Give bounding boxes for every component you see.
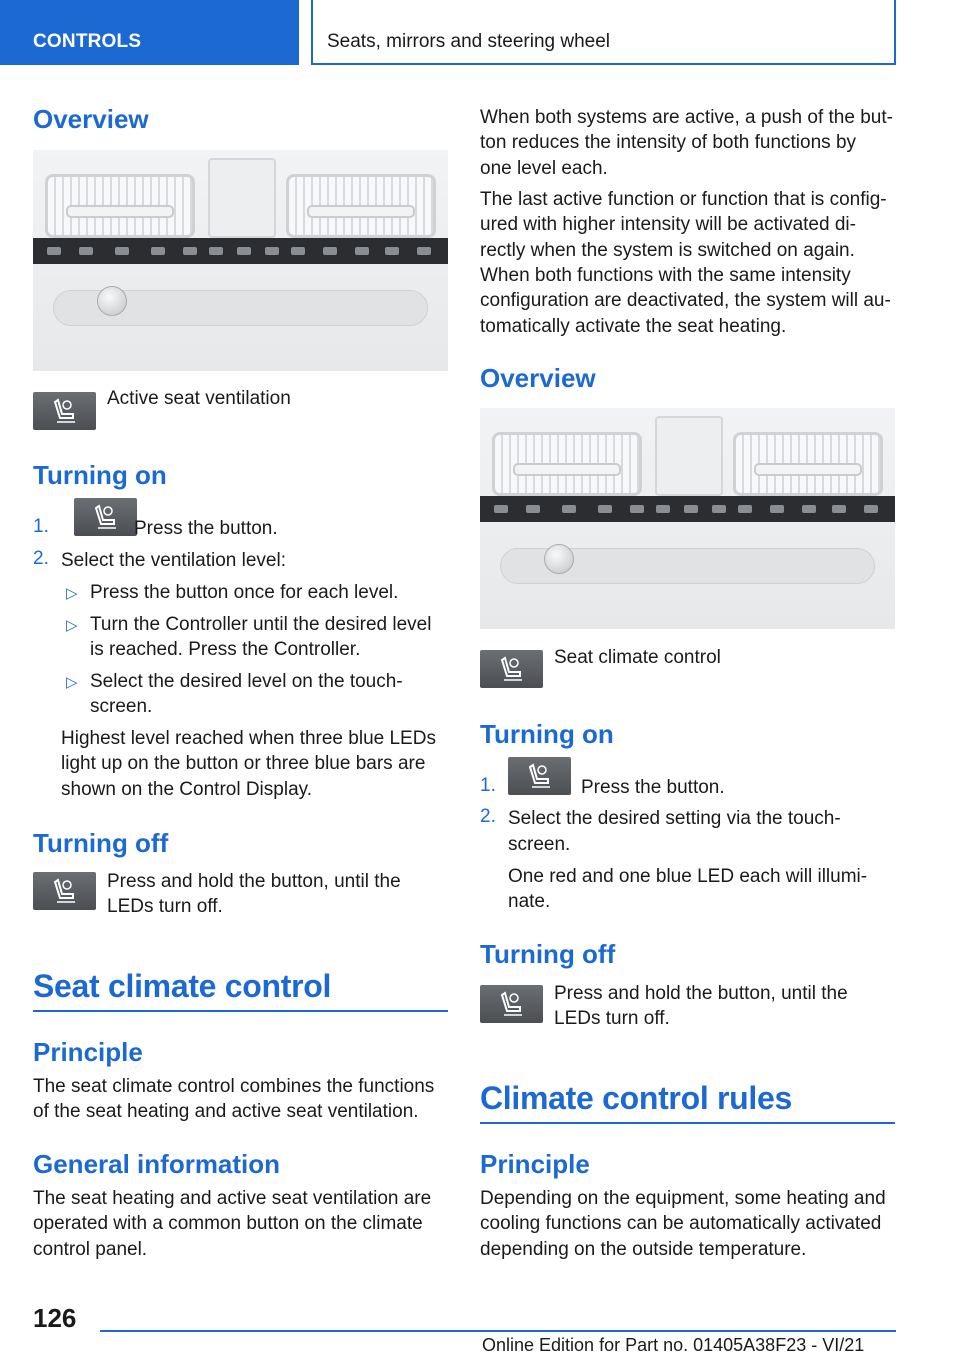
section-title: Seat climate control bbox=[33, 968, 332, 1004]
icon-caption: Seat climate control bbox=[554, 647, 721, 668]
para2-line: The last active function or function that is config- bbox=[480, 189, 887, 210]
dashboard-photo bbox=[33, 150, 448, 371]
para2-line: tomatically activate the seat heating. bbox=[480, 316, 787, 337]
header-section-tab bbox=[0, 0, 299, 65]
step-text: Press the button. bbox=[581, 777, 725, 798]
para1-line: When both systems are active, a push of the but- bbox=[480, 107, 893, 128]
bullet-triangle-icon: ▷ bbox=[66, 585, 78, 602]
step-number: 1. bbox=[480, 775, 496, 796]
turning-off-text: LEDs turn off. bbox=[554, 1008, 670, 1029]
para2-line: When both functions with the same intensity bbox=[480, 265, 851, 286]
header-chapter-label: Seats, mirrors and steering wheel bbox=[327, 31, 611, 52]
principle-heading: Principle bbox=[33, 1037, 143, 1067]
overview-heading: Overview bbox=[480, 363, 596, 393]
step-note: nate. bbox=[508, 891, 551, 912]
principle-line: of the seat heating and active seat ventilation. bbox=[33, 1101, 419, 1122]
climate-button-strip bbox=[480, 496, 895, 522]
turning-on-heading: Turning on bbox=[33, 460, 167, 490]
seat-ventilation-icon bbox=[33, 872, 96, 910]
turning-off-text: Press and hold the button, until the bbox=[554, 983, 848, 1004]
para1-line: ton reduces the intensity of both functions by bbox=[480, 132, 857, 153]
bullet-text: screen. bbox=[90, 696, 153, 717]
para1-line: one level each. bbox=[480, 158, 608, 179]
step-note: One red and one blue LED each will illumi- bbox=[508, 866, 868, 887]
footer-edition: Online Edition for Part no. 01405A38F23 - VI/21 bbox=[482, 1335, 865, 1355]
step-number: 2. bbox=[33, 548, 49, 569]
turning-on-heading: Turning on bbox=[480, 719, 614, 749]
header-chapter-box bbox=[311, 0, 896, 65]
principle-heading: Principle bbox=[480, 1149, 590, 1179]
general-line: The seat heating and active seat ventilation are bbox=[33, 1188, 432, 1209]
para2-line: rectly when the system is switched on again. bbox=[480, 240, 855, 261]
footer-rule bbox=[100, 1330, 896, 1332]
air-vent-left bbox=[45, 174, 195, 238]
step-text: Select the ventilation level: bbox=[61, 550, 286, 571]
turning-off-heading: Turning off bbox=[33, 828, 169, 858]
step-text: screen. bbox=[508, 834, 571, 855]
bullet-triangle-icon: ▷ bbox=[66, 617, 78, 634]
overview-heading: Overview bbox=[33, 104, 149, 134]
volume-knob bbox=[544, 544, 574, 574]
air-vent-right bbox=[733, 432, 883, 496]
climate-button-strip bbox=[33, 238, 448, 264]
turning-off-heading: Turning off bbox=[480, 939, 616, 969]
general-line: operated with a common button on the climate bbox=[33, 1213, 423, 1234]
para2-line: configuration are deactivated, the system will au- bbox=[480, 290, 891, 311]
page-number: 126 bbox=[33, 1303, 77, 1333]
bullet-text: Turn the Controller until the desired level bbox=[90, 614, 432, 635]
seat-climate-icon bbox=[480, 985, 543, 1023]
step-text: Press the button. bbox=[134, 518, 278, 539]
general-information-heading: General information bbox=[33, 1149, 281, 1179]
header-section-label: CONTROLS bbox=[33, 31, 142, 52]
icon-caption: Active seat ventilation bbox=[107, 388, 291, 409]
note-line: light up on the button or three blue bars are bbox=[61, 753, 426, 774]
turning-off-text: LEDs turn off. bbox=[107, 896, 223, 917]
note-line: shown on the Control Display. bbox=[61, 779, 312, 800]
bullet-text: Select the desired level on the touch- bbox=[90, 671, 403, 692]
step-number: 2. bbox=[480, 806, 496, 827]
section-rule bbox=[33, 1010, 448, 1012]
note-line: Highest level reached when three blue LEDs bbox=[61, 728, 436, 749]
seat-climate-icon bbox=[480, 650, 543, 688]
bullet-text: Press the button once for each level. bbox=[90, 582, 399, 603]
dashboard-photo bbox=[480, 408, 895, 629]
section-title: Climate control rules bbox=[480, 1080, 792, 1116]
air-vent-left bbox=[492, 432, 642, 496]
principle-line: Depending on the equipment, some heating and bbox=[480, 1188, 886, 1209]
air-vent-right bbox=[286, 174, 436, 238]
turning-off-text: Press and hold the button, until the bbox=[107, 871, 401, 892]
center-panel bbox=[655, 416, 723, 496]
volume-knob bbox=[97, 286, 127, 316]
seat-ventilation-icon bbox=[74, 498, 137, 536]
bullet-text: is reached. Press the Controller. bbox=[90, 639, 361, 660]
principle-line: cooling functions can be automatically activated bbox=[480, 1213, 882, 1234]
general-line: control panel. bbox=[33, 1239, 148, 1260]
step-number: 1. bbox=[33, 516, 49, 537]
para2-line: ured with higher intensity will be activated di- bbox=[480, 214, 856, 235]
section-rule bbox=[480, 1122, 895, 1124]
bullet-triangle-icon: ▷ bbox=[66, 674, 78, 691]
seat-ventilation-icon bbox=[33, 392, 96, 430]
step-text: Select the desired setting via the touch- bbox=[508, 808, 841, 829]
principle-line: depending on the outside temperature. bbox=[480, 1239, 807, 1260]
seat-climate-icon bbox=[508, 757, 571, 795]
principle-line: The seat climate control combines the functions bbox=[33, 1076, 435, 1097]
center-panel bbox=[208, 158, 276, 238]
